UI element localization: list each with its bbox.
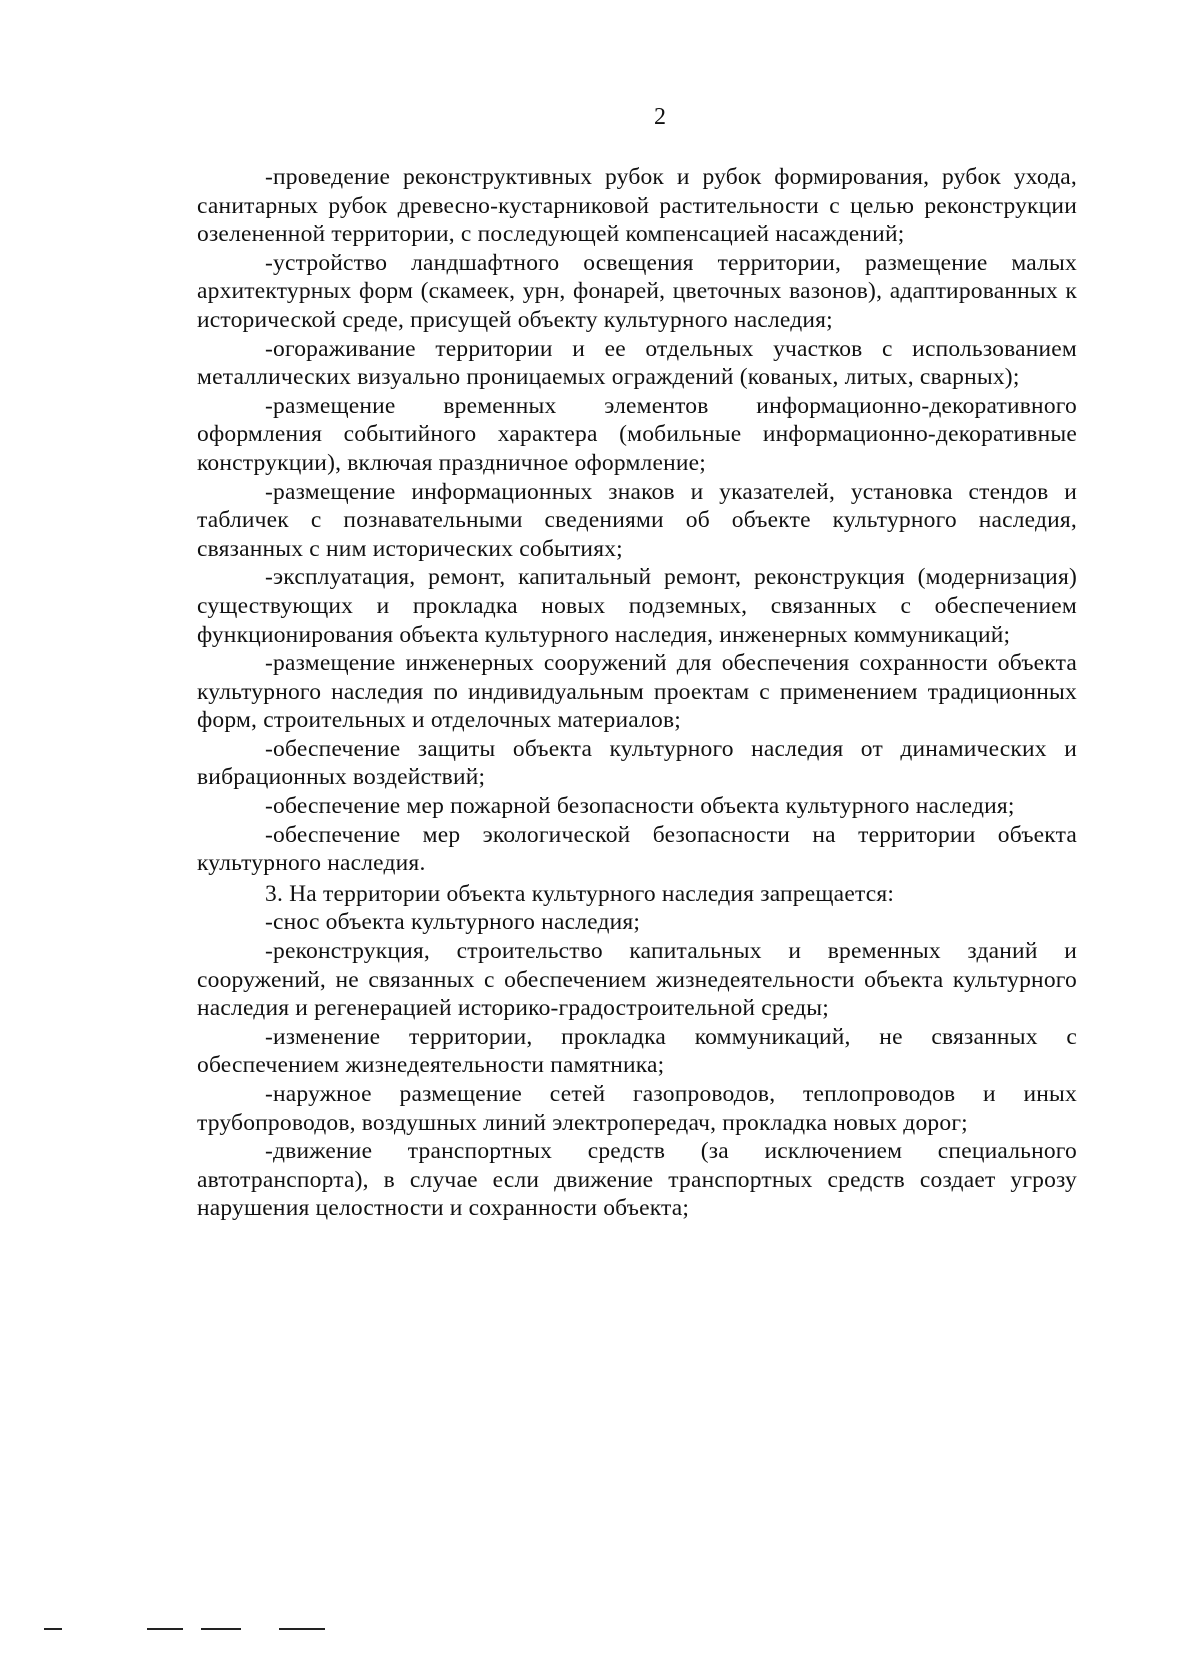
paragraph-vibration-protection: -обеспечение защиты объекта культурного наследия от динамических и вибрационных воздействий; <box>197 735 1077 791</box>
paragraph-construction-ban: -реконструкция, строительство капитальных и временных зданий и сооружений, не связанных с обеспечением жизнедеятельности объекта культурного наследия и регенерацией историко-градостроительной среды; <box>197 938 1077 1022</box>
paragraph-landscape-lighting: -устройство ландшафтного освещения территории, размещение малых архитектурных форм (скамеек, урн, фонарей, цветочных вазонов), адаптированных к исторической среде, присущей объекту культурного наследия; <box>197 249 1077 333</box>
footer-scan-marks <box>0 1628 1200 1632</box>
paragraph-territory-change: -изменение территории, прокладка коммуникаций, не связанных с обеспечением жизнедеятельности памятника; <box>197 1023 1077 1079</box>
paragraph-fencing: -огораживание территории и ее отдельных участков с использованием металлических визуально проницаемых ограждений (кованых, литых, сварных); <box>197 335 1077 391</box>
paragraph-info-signs: -размещение информационных знаков и указателей, установка стендов и табличек с познавательными сведениями об объекте культурного наследия, связанных с ним исторических событиях; <box>197 478 1077 562</box>
paragraph-demolition: -снос объекта культурного наследия; <box>265 909 641 936</box>
paragraph-reconstructive-felling: -проведение реконструктивных рубок и рубок формирования, рубок ухода, санитарных рубок древесно-кустарниковой растительности с целью реконструкции озелененной территории, с последующей компенсацией насаждений; <box>197 164 1077 248</box>
document-body <box>197 163 1077 1223</box>
footer-mark <box>44 1628 62 1630</box>
paragraph-temporary-decor: -размещение временных элементов информационно-декоративного оформления событийного характера (мобильные информационно-декоративные конструкции), включая праздничное оформление; <box>197 392 1077 476</box>
paragraph-ecological-safety: -обеспечение мер экологической безопасности на территории объекта культурного наследия. <box>197 821 1077 877</box>
paragraph-traffic: -движение транспортных средств (за исключением специального автотранспорта), в случае если движение транспортных средств создает угрозу нарушения целостности и сохранности объекта; <box>197 1138 1077 1222</box>
footer-mark <box>147 1628 183 1630</box>
footer-mark <box>201 1628 241 1630</box>
footer-mark <box>279 1628 325 1630</box>
paragraph-engineering-structures: -размещение инженерных сооружений для обеспечения сохранности объекта культурного наследия по индивидуальным проектам с применением традиционных форм, строительных и отделочных материалов; <box>197 650 1077 734</box>
paragraph-fire-safety: -обеспечение мер пожарной безопасности объекта культурного наследия; <box>265 793 1015 820</box>
page-number: 2 <box>654 104 666 130</box>
paragraph-section-3-heading: 3. На территории объекта культурного наследия запрещается: <box>265 880 895 907</box>
paragraph-engineering-communications: -эксплуатация, ремонт, капитальный ремонт, реконструкция (модернизация) существующих и прокладка новых подземных, связанных с обеспечением функционирования объекта культурного наследия, инженерных коммуникаций; <box>197 564 1077 648</box>
paragraph-pipelines: -наружное размещение сетей газопроводов, теплопроводов и иных трубопроводов, воздушных линий электропередач, прокладка новых дорог; <box>197 1081 1077 1136</box>
